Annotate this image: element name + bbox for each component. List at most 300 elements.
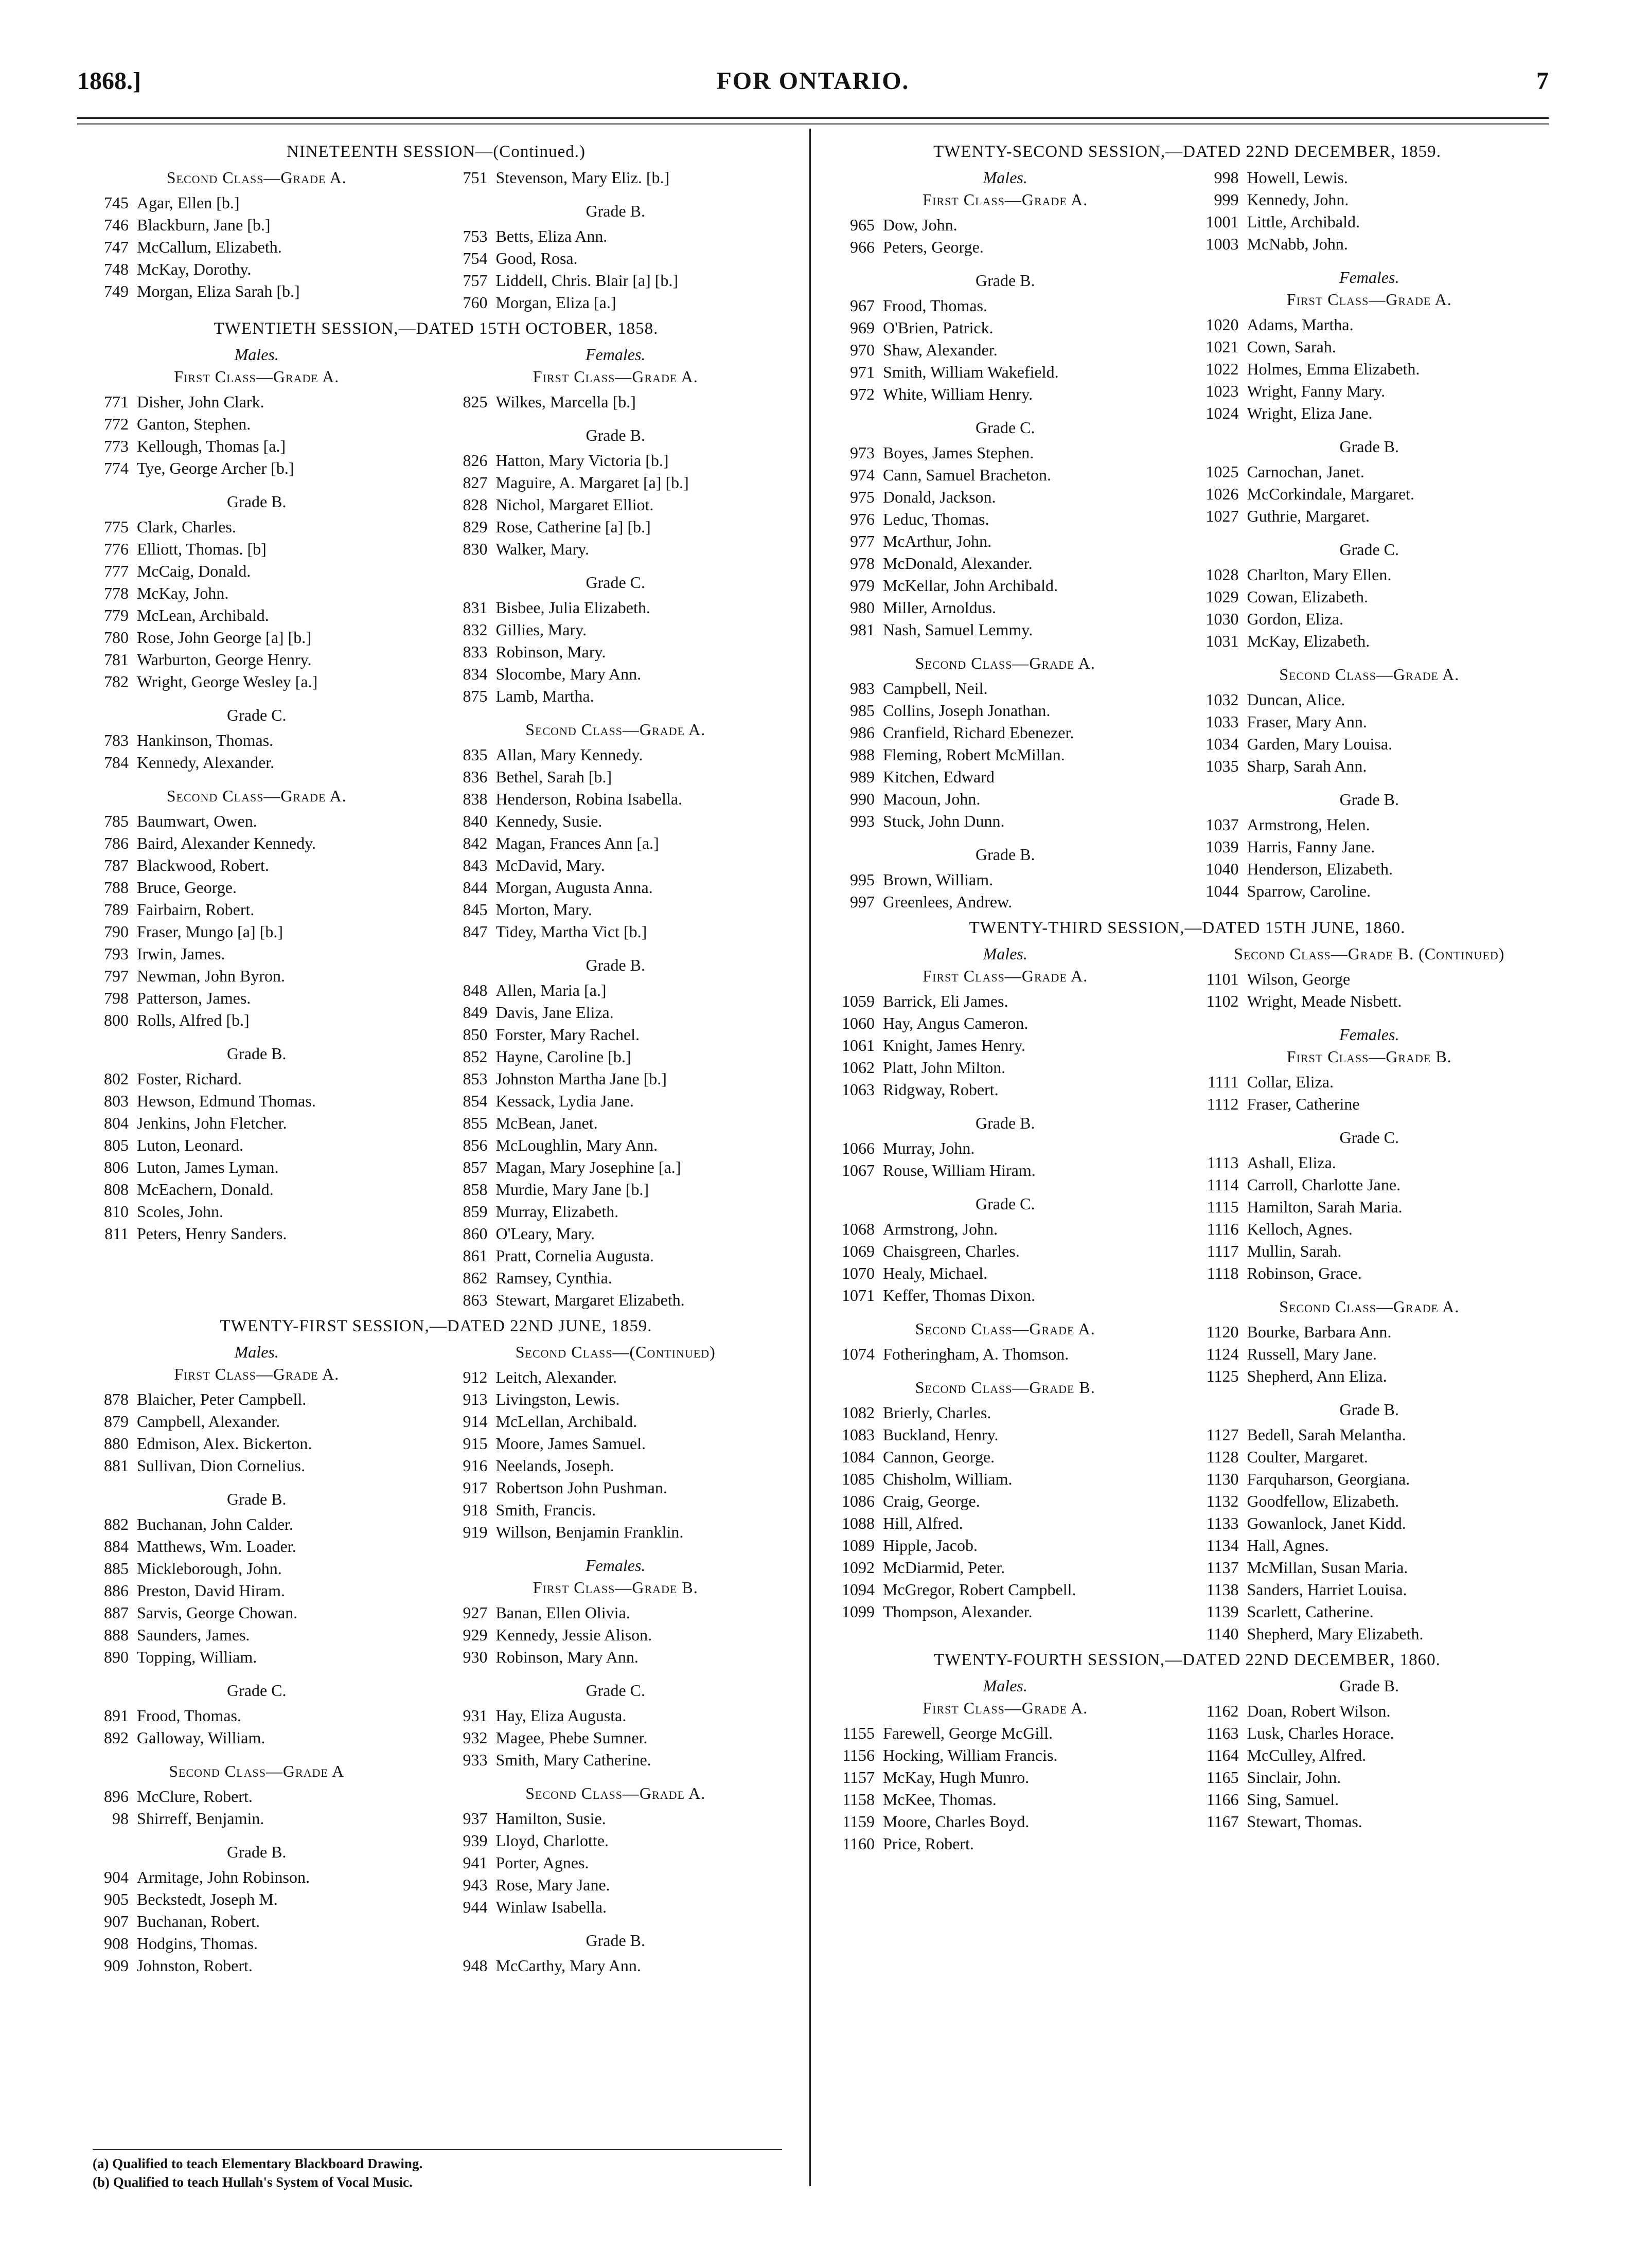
entry-number: 1116: [1207, 1220, 1239, 1238]
list-item: [1187, 1722, 1552, 1744]
list-item: [823, 317, 1187, 339]
entry-name: Frood, Thomas.: [883, 296, 987, 315]
entry-number: 909: [104, 1956, 129, 1975]
entry-number: 913: [463, 1390, 488, 1408]
list-item: [823, 486, 1187, 508]
list-item: [436, 1267, 795, 1289]
entry-number: 1083: [842, 1425, 875, 1444]
entry-name: Henderson, Robina Isabella.: [495, 790, 683, 808]
list-item: [823, 236, 1187, 258]
entry-number: 941: [463, 1853, 488, 1872]
entry-number: 1085: [842, 1470, 875, 1488]
entry-number: 1067: [842, 1161, 875, 1180]
entry-number: 1022: [1205, 360, 1239, 378]
list-item: [1187, 314, 1552, 336]
entry-name: Galloway, William.: [137, 1728, 265, 1747]
header-rule: [77, 117, 1549, 119]
entry-name: Barrick, Eli James.: [883, 992, 1008, 1010]
list-item: [436, 597, 795, 619]
entry-name: Platt, John Milton.: [883, 1058, 1006, 1077]
entry-number: 1021: [1205, 337, 1239, 356]
list-item: [436, 1455, 795, 1477]
list-item: [77, 1090, 436, 1112]
entry-name: Bethel, Sarah [b.]: [495, 767, 612, 786]
grade-heading: Grade B.: [1339, 790, 1399, 809]
list-item: [436, 1874, 795, 1896]
list-item: [1187, 483, 1552, 505]
entry-number: 896: [104, 1787, 129, 1806]
entry-name: Hewson, Edmund Thomas.: [137, 1092, 316, 1110]
entry-name: Shaw, Alexander.: [883, 341, 998, 359]
list-item: [77, 1156, 436, 1178]
list-item: [436, 1002, 795, 1024]
list-item: [77, 627, 436, 649]
list-item: [1187, 1766, 1552, 1789]
list-item: [823, 1744, 1187, 1766]
entry-number: 915: [463, 1434, 488, 1453]
entry-number: 802: [104, 1069, 129, 1088]
entry-number: 835: [463, 745, 488, 764]
list-item: [436, 391, 795, 413]
entry-name: Moore, James Samuel.: [495, 1434, 646, 1453]
entry-name: Buchanan, Robert.: [137, 1912, 260, 1931]
entry-number: 1003: [1205, 235, 1239, 253]
list-item: [77, 1602, 436, 1624]
entry-number: 836: [463, 767, 488, 786]
session-block: [823, 1648, 1551, 1855]
entry-number: 1159: [842, 1812, 875, 1831]
entry-name: Brown, William.: [883, 870, 994, 889]
entry-name: Nichol, Margaret Elliot.: [495, 495, 654, 514]
grade-heading: First Class—Grade A.: [174, 1365, 340, 1383]
entry-name: Campbell, Alexander.: [137, 1412, 280, 1431]
list-item: [77, 214, 436, 236]
entry-name: Nash, Samuel Lemmy.: [883, 620, 1033, 639]
session-title: TWENTY-FOURTH SESSION,—DATED 22ND DECEMBER, 1860.: [934, 1651, 1441, 1669]
grade-heading: Grade C.: [1339, 1128, 1399, 1147]
entry-number: 1035: [1205, 757, 1239, 775]
list-item: [77, 1535, 436, 1558]
entry-name: Irwin, James.: [137, 944, 225, 963]
entry-number: 890: [104, 1648, 129, 1666]
entry-name: Ganton, Stephen.: [137, 415, 251, 433]
entry-number: 875: [463, 687, 488, 705]
entry-number: 746: [104, 216, 129, 234]
list-item: [823, 530, 1187, 552]
list-item: [1187, 1343, 1552, 1365]
list-item: [823, 464, 1187, 486]
entry-number: 1059: [842, 992, 875, 1010]
entry-name: Good, Rosa.: [495, 249, 578, 267]
entry-name: Lamb, Martha.: [495, 687, 594, 705]
list-item: [1187, 402, 1552, 424]
entry-name: Kennedy, Susie.: [495, 812, 602, 830]
list-item: [436, 1808, 795, 1830]
entry-number: 808: [104, 1180, 129, 1199]
session-columns: [823, 1675, 1551, 1855]
entry-number: 830: [463, 540, 488, 558]
list-item: [436, 744, 795, 766]
entry-name: Wright, George Wesley [a.]: [137, 672, 318, 691]
list-item: [1187, 380, 1552, 402]
session-subcolumn: [1187, 167, 1552, 913]
session-title: TWENTY-THIRD SESSION,—DATED 15TH JUNE, 1860.: [969, 919, 1406, 937]
list-item: [823, 1722, 1187, 1744]
grade-heading: Grade C.: [226, 706, 287, 724]
entry-name: Wilson, George: [1247, 970, 1351, 988]
entry-name: Carroll, Charlotte Jane.: [1247, 1175, 1401, 1194]
entry-number: 832: [463, 620, 488, 639]
entry-name: Hatton, Mary Victoria [b.]: [495, 451, 669, 470]
list-item: [1187, 211, 1552, 233]
entry-name: Donald, Jackson.: [883, 488, 996, 506]
entry-name: Johnston Martha Jane [b.]: [495, 1069, 667, 1088]
list-item: [823, 597, 1187, 619]
entry-number: 1164: [1206, 1746, 1239, 1764]
list-item: [77, 538, 436, 560]
list-item: [1187, 608, 1552, 630]
entry-number: 907: [104, 1912, 129, 1931]
entry-name: Foster, Richard.: [137, 1069, 242, 1088]
session-block: [77, 140, 795, 314]
entry-name: Fotheringham, A. Thomson.: [883, 1345, 1069, 1363]
entry-number: 860: [463, 1224, 488, 1243]
entry-name: Blackwood, Robert.: [137, 856, 269, 874]
entry-name: Sharp, Sarah Ann.: [1247, 757, 1367, 775]
list-item: [436, 921, 795, 943]
list-item: [77, 1955, 436, 1977]
entry-number: 1115: [1207, 1198, 1239, 1216]
list-item: [1187, 1240, 1552, 1262]
list-item: [77, 435, 436, 457]
grade-heading: First Class—Grade B.: [1286, 1047, 1452, 1066]
entry-name: McCulley, Alfred.: [1247, 1746, 1367, 1764]
entry-name: Banan, Ellen Olivia.: [495, 1603, 630, 1622]
list-item: [436, 450, 795, 472]
entry-name: Livingston, Lewis.: [495, 1390, 620, 1408]
entry-name: McCarthy, Mary Ann.: [495, 1956, 641, 1975]
session-block: [77, 1314, 795, 1977]
list-item: [77, 729, 436, 752]
list-item: [77, 1388, 436, 1410]
grade-heading: Second Class—Grade A.: [1279, 665, 1460, 684]
list-item: [823, 1766, 1187, 1789]
footnotes: [93, 2149, 803, 2191]
list-item: [436, 1705, 795, 1727]
entry-number: 781: [104, 650, 129, 669]
entry-number: 754: [463, 249, 488, 267]
entry-number: 782: [104, 672, 129, 691]
list-item: [823, 1512, 1187, 1534]
entry-number: 852: [463, 1047, 488, 1066]
entry-number: 1133: [1206, 1514, 1239, 1532]
grade-heading: Grade B.: [1339, 1676, 1399, 1695]
list-item: [823, 339, 1187, 361]
entry-name: Rouse, William Hiram.: [883, 1161, 1036, 1180]
entry-number: 932: [463, 1728, 488, 1747]
entry-number: 1028: [1205, 565, 1239, 584]
entry-number: 784: [104, 753, 129, 772]
list-item: [1187, 1601, 1552, 1623]
entry-number: 1111: [1208, 1073, 1239, 1091]
grade-heading: Second Class—Grade B.: [915, 1378, 1095, 1397]
entry-number: 881: [104, 1456, 129, 1475]
list-item: [823, 1012, 1187, 1034]
list-item: [823, 1789, 1187, 1811]
entry-name: Robertson John Pushman.: [495, 1478, 667, 1497]
entry-name: Allen, Maria [a.]: [495, 981, 607, 999]
entry-number: 1030: [1205, 610, 1239, 628]
entry-number: 944: [463, 1898, 488, 1916]
entry-name: Lusk, Charles Horace.: [1247, 1724, 1394, 1742]
entry-name: Collar, Eliza.: [1247, 1073, 1334, 1091]
entry-number: 1084: [842, 1448, 875, 1466]
entry-number: 905: [104, 1890, 129, 1908]
list-item: [436, 1410, 795, 1433]
entry-name: Morton, Mary.: [495, 900, 592, 919]
entry-name: Armstrong, John.: [883, 1220, 998, 1238]
column-divider: [809, 129, 811, 2186]
entry-number: 1029: [1205, 587, 1239, 606]
entry-name: Shirreff, Benjamin.: [137, 1809, 264, 1828]
list-item: [436, 1896, 795, 1918]
entry-name: Hay, Angus Cameron.: [883, 1014, 1029, 1032]
entry-number: 1039: [1205, 837, 1239, 856]
entry-number: 785: [104, 812, 129, 830]
list-item: [823, 1402, 1187, 1424]
grade-heading: Second Class—Grade B. (Continued): [1234, 944, 1505, 963]
entry-name: Fraser, Mary Ann.: [1247, 712, 1367, 731]
list-item: [77, 1112, 436, 1134]
entry-number: 972: [850, 385, 875, 403]
entry-name: McDavid, Mary.: [495, 856, 605, 874]
entry-name: Hipple, Jacob.: [883, 1536, 978, 1555]
entry-name: Hocking, William Francis.: [883, 1746, 1058, 1764]
entry-name: Warburton, George Henry.: [137, 650, 312, 669]
list-item: [77, 1178, 436, 1201]
grade-heading: Grade C.: [586, 1681, 645, 1700]
entry-number: 967: [850, 296, 875, 315]
entry-name: Stewart, Margaret Elizabeth.: [495, 1291, 685, 1309]
entry-number: 811: [104, 1224, 129, 1243]
list-item: [823, 383, 1187, 405]
list-item: [436, 1388, 795, 1410]
entry-number: 1128: [1206, 1448, 1239, 1466]
grade-heading: Grade C.: [1339, 540, 1399, 559]
list-item: [1187, 233, 1552, 255]
entry-number: 760: [463, 293, 488, 312]
entry-name: Preston, David Hiram.: [137, 1581, 285, 1600]
entry-name: McLellan, Archibald.: [495, 1412, 637, 1431]
entry-number: 845: [463, 900, 488, 919]
grade-heading: Grade B.: [975, 271, 1035, 290]
entry-number: 980: [850, 598, 875, 617]
entry-name: McMillan, Susan Maria.: [1247, 1558, 1408, 1577]
entry-name: Gordon, Eliza.: [1247, 610, 1343, 628]
entry-number: 779: [104, 606, 129, 624]
entry-name: Blaicher, Peter Campbell.: [137, 1390, 307, 1408]
entry-name: Luton, James Lyman.: [137, 1158, 279, 1176]
entry-name: O'Brien, Patrick.: [883, 318, 994, 337]
entry-number: 806: [104, 1158, 129, 1176]
list-item: [436, 494, 795, 516]
grade-heading: Grade B.: [586, 1931, 645, 1950]
list-item: [77, 965, 436, 987]
list-item: [1187, 814, 1552, 836]
entry-number: 1118: [1207, 1264, 1239, 1282]
entry-name: Willson, Benjamin Franklin.: [495, 1523, 684, 1541]
entry-name: Peters, Henry Sanders.: [137, 1224, 287, 1243]
session-columns: [823, 943, 1551, 1645]
entry-name: McBean, Janet.: [495, 1114, 598, 1132]
entry-number: 887: [104, 1603, 129, 1622]
entry-number: 787: [104, 856, 129, 874]
entry-number: 831: [463, 598, 488, 617]
group-heading: Males.: [983, 1676, 1027, 1695]
entry-name: Smith, Francis.: [495, 1501, 596, 1519]
session-subcolumn: [823, 1675, 1187, 1855]
entry-number: 1089: [842, 1536, 875, 1555]
list-item: [77, 1009, 436, 1031]
entry-name: Smith, Mary Catherine.: [495, 1751, 651, 1769]
list-item: [1187, 1321, 1552, 1343]
entry-number: 843: [463, 856, 488, 874]
entry-number: 891: [104, 1706, 129, 1725]
group-heading: Females.: [1339, 268, 1399, 287]
entry-number: 862: [463, 1269, 488, 1287]
entry-number: 749: [104, 282, 129, 300]
list-item: [1187, 1534, 1552, 1557]
list-item: [77, 649, 436, 671]
list-item: [77, 987, 436, 1009]
entry-name: Hamilton, Susie.: [495, 1809, 606, 1828]
entry-number: 971: [850, 363, 875, 381]
entry-number: 775: [104, 517, 129, 536]
grade-heading: Grade B.: [1339, 437, 1399, 456]
list-item: [823, 361, 1187, 383]
list-item: [77, 192, 436, 214]
entry-number: 1165: [1206, 1768, 1239, 1787]
entry-number: 1140: [1206, 1624, 1239, 1643]
entry-name: Murray, John.: [883, 1139, 975, 1157]
grade-heading: Second Class—Grade A.: [915, 1319, 1095, 1338]
entry-name: Elliott, Thomas. [b]: [137, 540, 267, 558]
entry-name: Edmison, Alex. Bickerton.: [137, 1434, 312, 1453]
entry-number: 829: [463, 517, 488, 536]
list-item: [436, 1090, 795, 1112]
entry-number: 933: [463, 1751, 488, 1769]
entry-name: Cannon, George.: [883, 1448, 995, 1466]
list-item: [1187, 1744, 1552, 1766]
session-title: TWENTIETH SESSION,—DATED 15TH OCTOBER, 1858.: [214, 319, 659, 338]
list-item: [436, 1112, 795, 1134]
session-block: [823, 916, 1551, 1645]
list-item: [823, 1557, 1187, 1579]
list-item: [436, 766, 795, 788]
entry-number: 842: [463, 834, 488, 852]
list-item: [436, 1646, 795, 1668]
entry-number: 1037: [1205, 815, 1239, 834]
entry-number: 888: [104, 1626, 129, 1644]
entry-number: 1138: [1206, 1580, 1239, 1599]
entry-number: 983: [850, 679, 875, 698]
entry-number: 844: [463, 878, 488, 897]
list-item: [436, 1068, 795, 1090]
entry-number: 797: [104, 967, 129, 985]
entry-number: 1020: [1205, 315, 1239, 334]
entry-number: 857: [463, 1158, 488, 1176]
entry-name: Kelloch, Agnes.: [1247, 1220, 1353, 1238]
list-item: [436, 1433, 795, 1455]
entry-number: 1158: [842, 1790, 875, 1809]
entry-name: Adams, Martha.: [1247, 315, 1354, 334]
entry-number: 880: [104, 1434, 129, 1453]
session-subcolumn: [1187, 1675, 1552, 1855]
list-item: [823, 810, 1187, 832]
entry-name: Greenlees, Andrew.: [883, 892, 1013, 911]
entry-name: McEachern, Donald.: [137, 1180, 274, 1199]
list-item: [1187, 1365, 1552, 1387]
list-item: [77, 810, 436, 832]
list-item: [1187, 880, 1552, 902]
entry-number: 965: [850, 216, 875, 234]
entry-number: 790: [104, 922, 129, 941]
entry-name: Shepherd, Mary Elizabeth.: [1247, 1624, 1424, 1643]
entry-name: Hay, Eliza Augusta.: [495, 1706, 627, 1725]
entry-name: Hall, Agnes.: [1247, 1536, 1329, 1555]
list-item: [77, 1727, 436, 1749]
entry-number: 849: [463, 1003, 488, 1022]
entry-name: Bruce, George.: [137, 878, 237, 897]
entry-name: Tye, George Archer [b.]: [137, 459, 294, 477]
session-subcolumn: [823, 943, 1187, 1645]
entry-number: 1092: [842, 1558, 875, 1577]
entry-name: Craig, George.: [883, 1492, 980, 1510]
entry-name: Leduc, Thomas.: [883, 510, 989, 528]
list-item: [823, 1034, 1187, 1057]
grade-heading: Second Class—Grade A.: [166, 168, 347, 187]
entry-number: 914: [463, 1412, 488, 1431]
entry-name: Sanders, Harriet Louisa.: [1247, 1580, 1407, 1599]
grade-heading: First Class—Grade B.: [533, 1578, 698, 1597]
list-item: [1187, 461, 1552, 483]
entry-number: 789: [104, 900, 129, 919]
grade-heading: Second Class—(Continued): [515, 1343, 716, 1361]
entry-name: Clark, Charles.: [137, 517, 236, 536]
list-item: [1187, 1623, 1552, 1645]
entry-number: 1060: [842, 1014, 875, 1032]
entry-number: 1127: [1206, 1425, 1239, 1444]
entry-name: Howell, Lewis.: [1247, 168, 1348, 187]
entry-number: 834: [463, 665, 488, 683]
page-number: 7: [1536, 67, 1549, 95]
list-item: [436, 685, 795, 707]
footnote-b: (b) Qualified to teach Hullah's System of Vocal Music.: [93, 2174, 413, 2190]
group-heading: Males.: [234, 1343, 279, 1361]
entry-number: 863: [463, 1291, 488, 1309]
list-item: [436, 1134, 795, 1156]
list-item: [77, 1068, 436, 1090]
list-item: [436, 1955, 795, 1977]
entry-name: Hill, Alfred.: [883, 1514, 963, 1532]
entry-number: 916: [463, 1456, 488, 1475]
entry-number: 786: [104, 834, 129, 852]
list-item: [77, 560, 436, 582]
grade-heading: Grade C.: [975, 1194, 1035, 1213]
entry-number: 1160: [842, 1834, 875, 1853]
entry-name: Armstrong, Helen.: [1247, 815, 1370, 834]
entry-number: 850: [463, 1025, 488, 1044]
